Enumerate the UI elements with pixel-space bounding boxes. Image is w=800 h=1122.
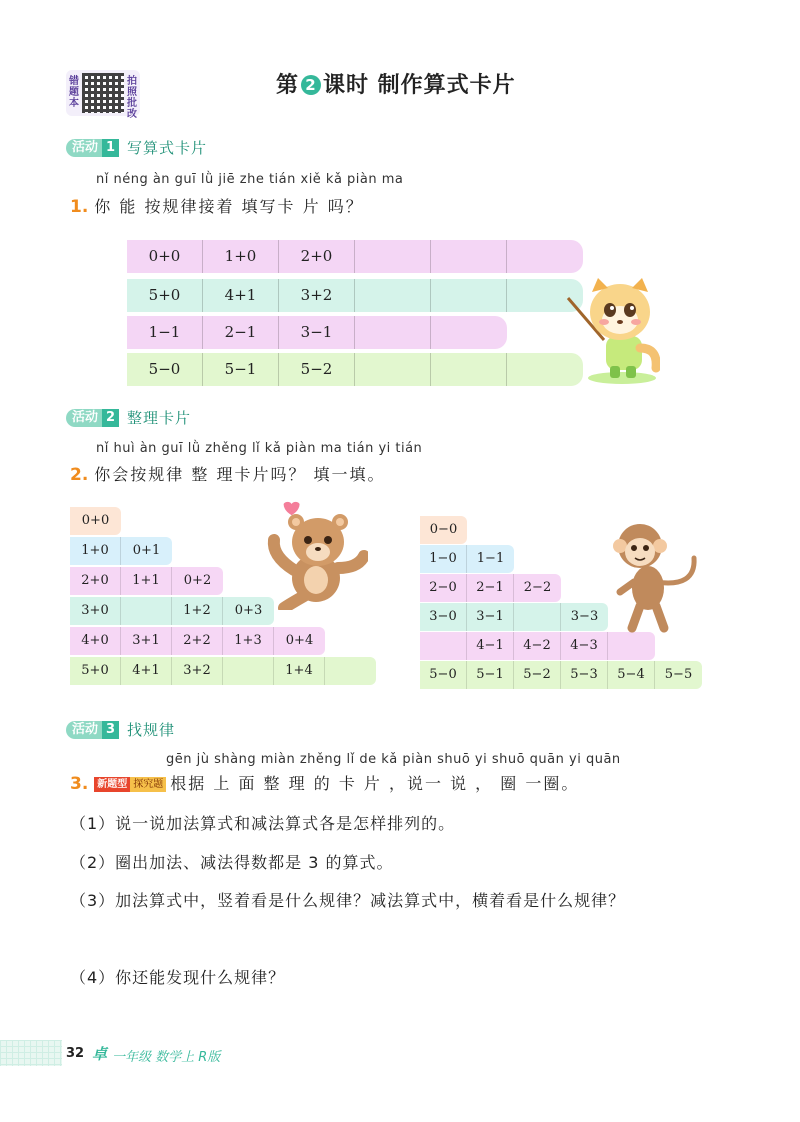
card-cell: 5−2 [514, 661, 561, 689]
activity-2-header [66, 407, 191, 427]
card-cell: 5−2 [279, 353, 355, 386]
card-cell: 4+1 [121, 657, 172, 685]
card-blank[interactable] [514, 603, 561, 631]
page-title [276, 68, 516, 99]
card-cell: 3+0 [70, 597, 121, 625]
bear-illustration [258, 498, 368, 610]
card-cell: 1+3 [223, 627, 274, 655]
card-cell: 1+1 [121, 567, 172, 595]
card-cell: 0+0 [70, 507, 121, 535]
card-blank[interactable] [431, 353, 507, 386]
card-cell: 5−4 [608, 661, 655, 689]
q1-question [70, 194, 364, 217]
card-cell: 2+0 [279, 240, 355, 273]
q1-number: 1. [70, 197, 89, 217]
card-cell: 1+4 [274, 657, 325, 685]
card-blank[interactable] [355, 353, 431, 386]
card-cell: 1−1 [127, 316, 203, 349]
card-cell: 4+0 [70, 627, 121, 655]
card-cell: 0+0 [127, 240, 203, 273]
card-row [127, 316, 507, 349]
qr-right-label: 拍照批改 [127, 76, 137, 120]
card-cell: 5+0 [127, 279, 203, 312]
card-cell: 2−0 [420, 574, 467, 602]
q1-text: 你 能 按规律接着 填写卡 片 吗？ [94, 197, 364, 216]
card-cell: 2−2 [514, 574, 561, 602]
card-blank[interactable] [355, 316, 431, 349]
card-cell: 3−1 [467, 603, 514, 631]
q3-sub-4: （4）你还能发现什么规律？ [70, 968, 286, 987]
card-blank[interactable] [325, 657, 376, 685]
q3-text: 根据 上 面 整 理 的 卡 片 ，说一 说 ， 圈 一圈。 [170, 774, 580, 793]
activity-tag: 活动 [66, 721, 102, 739]
q3-pinyin: gēn jù shàng miàn zhěng lǐ de kǎ piàn shuō yi shuō quān yi quān [166, 752, 621, 767]
card-cell: 1+0 [203, 240, 279, 273]
page-number: 32 [66, 1046, 85, 1061]
card-cell: 2−1 [203, 316, 279, 349]
card-blank[interactable] [355, 279, 431, 312]
card-cell: 2+0 [70, 567, 121, 595]
activity-number: 2 [102, 409, 119, 427]
activity-number: 3 [102, 721, 119, 739]
title-prefix: 第 [276, 73, 300, 98]
activity-title: 找规律 [127, 721, 176, 739]
q1-pinyin: nǐ néng àn guī lǜ jiē zhe tián xiě kǎ piàn ma [96, 172, 404, 187]
card-cell: 0+4 [274, 627, 325, 655]
card-cell: 5+0 [70, 657, 121, 685]
new-question-badge: 新题型 [94, 777, 130, 792]
card-blank[interactable] [431, 316, 506, 349]
activity-tag: 活动 [66, 409, 102, 427]
raccoon-teacher-illustration [560, 270, 660, 390]
qr-code-badge[interactable] [66, 70, 140, 120]
q2-pinyin: nǐ huì àn guī lǜ zhěng lǐ kǎ piàn ma tián yi tián [96, 441, 423, 456]
activity-tag: 活动 [66, 139, 102, 157]
card-cell: 1+0 [70, 537, 121, 565]
activity-title: 整理卡片 [127, 409, 192, 427]
card-cell: 5−5 [655, 661, 702, 689]
activity-number: 1 [102, 139, 119, 157]
card-cell: 4−3 [561, 632, 608, 660]
card-row [127, 240, 583, 273]
card-cell: 4+1 [203, 279, 279, 312]
qr-code-icon [82, 73, 124, 113]
card-cell: 3+2 [279, 279, 355, 312]
card-blank[interactable] [431, 279, 507, 312]
monkey-illustration [604, 512, 704, 636]
card-blank[interactable] [223, 657, 274, 685]
card-cell: 5−0 [420, 661, 467, 689]
title-text: 课时 制作算式卡片 [323, 73, 516, 98]
card-cell: 2−1 [467, 574, 514, 602]
q2-number: 2. [70, 465, 89, 485]
card-cell: 1−0 [420, 545, 467, 573]
footer-grid-band [0, 1040, 62, 1066]
card-blank[interactable] [431, 240, 507, 273]
qr-left-label: 错题本 [69, 76, 79, 109]
card-cell: 2+2 [172, 627, 223, 655]
card-cell: 0−0 [420, 516, 467, 544]
card-cell: 3−0 [420, 603, 467, 631]
activity-title: 写算式卡片 [127, 139, 208, 157]
card-blank[interactable] [420, 632, 467, 660]
card-row [127, 353, 583, 386]
card-cell: 4−1 [467, 632, 514, 660]
q2-question [70, 462, 386, 485]
card-cell: 0+3 [223, 597, 274, 625]
card-cell: 0+1 [121, 537, 172, 565]
card-cell: 3−3 [561, 603, 608, 631]
card-cell: 0+2 [172, 567, 223, 595]
card-cell: 4−2 [514, 632, 561, 660]
card-cell: 3+1 [121, 627, 172, 655]
card-blank[interactable] [121, 597, 172, 625]
activity-1-header [66, 137, 207, 157]
card-cell: 5−1 [203, 353, 279, 386]
footer-brand-logo: 卓 [92, 1045, 108, 1063]
q3-sub-2: （2）圈出加法、减法得数都是 3 的算式。 [70, 853, 394, 872]
q3-number: 3. [70, 774, 89, 794]
activity-3-header [66, 719, 175, 739]
explore-question-badge: 探究题 [130, 777, 166, 792]
card-cell: 1−1 [467, 545, 514, 573]
card-cell: 1+2 [172, 597, 223, 625]
q2-text: 你会按规律 整 理卡片吗？ 填一填。 [94, 465, 386, 484]
card-blank[interactable] [608, 632, 655, 660]
card-cell: 3−1 [279, 316, 355, 349]
q3-sub-3: （3）加法算式中，竖着看是什么规律？减法算式中，横着看是什么规律？ [70, 891, 626, 910]
q3-sub-1: （1）说一说加法算式和减法算式各是怎样排列的。 [70, 814, 456, 833]
card-blank[interactable] [507, 240, 582, 273]
card-cell: 5−0 [127, 353, 203, 386]
q3-question [70, 771, 579, 794]
card-row [127, 279, 583, 312]
footer-book-title: 一年级 数学上 R版 [112, 1050, 221, 1065]
card-cell: 5−1 [467, 661, 514, 689]
card-cell: 3+2 [172, 657, 223, 685]
lesson-number-badge: 2 [301, 75, 321, 95]
card-cell: 5−3 [561, 661, 608, 689]
card-blank[interactable] [355, 240, 431, 273]
